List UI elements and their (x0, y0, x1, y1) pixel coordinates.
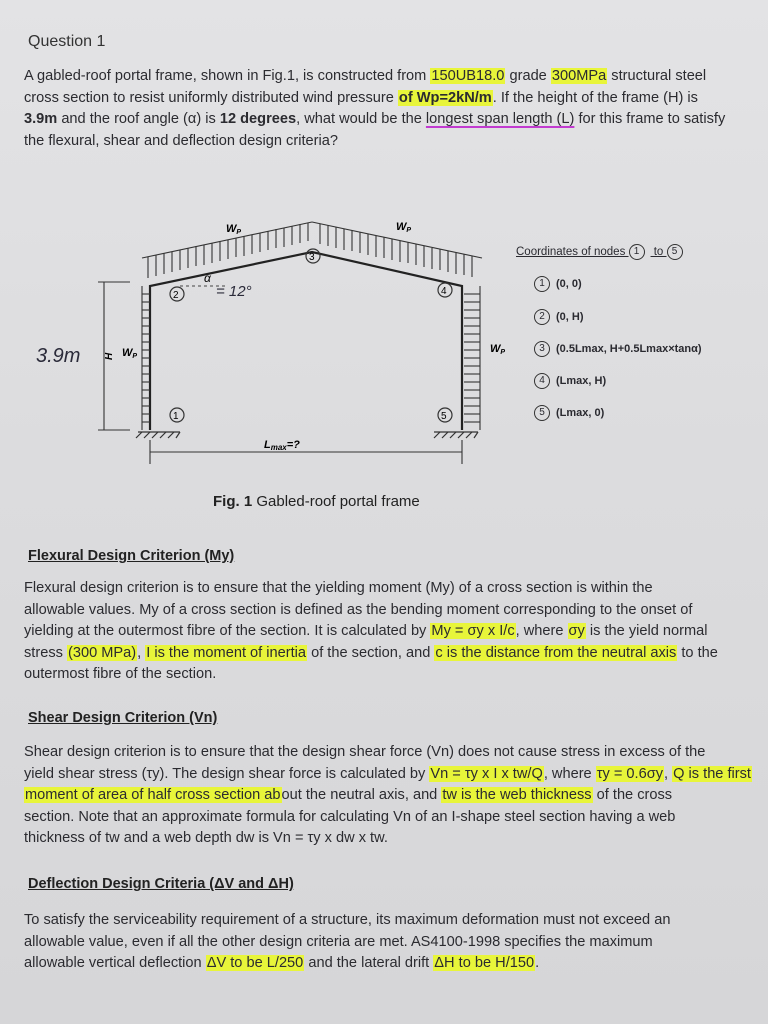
node-3: 3 (309, 252, 315, 263)
roof-load-arrows (142, 222, 482, 278)
text: stress (24, 644, 67, 661)
span-label (264, 439, 300, 452)
load-p: P (406, 227, 412, 234)
span-label-suffix: =? (286, 439, 300, 451)
left-load-label (122, 347, 137, 360)
coords-header-node-1: 1 (629, 244, 645, 260)
coord-text: (0, H) (556, 310, 584, 323)
text: thickness of tw and a web depth dw is Vn = τy x dw x tw. (24, 830, 388, 846)
shear-paragraph (24, 742, 764, 850)
text: , where (515, 623, 568, 639)
flexural-heading: Flexural Design Criterion (My) (28, 548, 235, 564)
text: To satisfy the serviceability requirement of a structure, its maximum deformation must not exceed an (24, 912, 671, 928)
height-value: 3.9m (24, 111, 58, 127)
angle-value: 12 degrees (219, 111, 297, 127)
coords-header-to: to (650, 246, 667, 259)
coord-text: (0, 0) (556, 277, 582, 290)
formula-highlight: My = σy x I/c (431, 623, 515, 639)
coord-node: 3 (534, 341, 550, 357)
text: section. Note that an approximate formula for calculating Vn of an I-shape steel section having a web (24, 808, 676, 825)
flexural-paragraph (24, 578, 764, 686)
coord-row (534, 341, 702, 357)
text: and the roof angle (α) is (57, 111, 220, 127)
tw-highlight: tw is the web thickness (442, 787, 592, 803)
text: outermost fibre of the section. (24, 666, 217, 682)
node-2: 2 (173, 290, 179, 301)
node-1: 1 (173, 411, 179, 422)
load-w: W (226, 223, 237, 235)
text: yield shear stress (τy). The design shear force is calculated by (24, 765, 430, 782)
coord-row (534, 405, 604, 421)
span-dimension (150, 440, 462, 464)
text: of the section, and (307, 644, 435, 661)
distance-highlight: c is the distance from the neutral axis (435, 644, 677, 661)
handwritten-angle: = 12° (216, 283, 252, 300)
roof-load-label-right (396, 221, 411, 234)
node-5: 5 (441, 411, 447, 422)
shear-heading: Shear Design Criterion (Vn) (28, 710, 218, 726)
text: , (137, 644, 146, 661)
coords-header (516, 244, 689, 260)
load-p: P (236, 229, 242, 236)
grade-highlight: 300MPa (551, 68, 607, 84)
stress-highlight: (300 MPa) (67, 644, 137, 661)
section-highlight: 150UB18.0 (431, 68, 505, 84)
text: cross section to resist uniformly distributed wind pressure (24, 89, 398, 106)
text: to the (677, 644, 718, 661)
text: the flexural, shear and deflection design criteria? (24, 132, 338, 149)
tau-highlight: τy = 0.6σy (596, 765, 664, 782)
text: yielding at the outermost fibre of the section. It is calculated by (24, 623, 431, 639)
coords-header-text: Coordinates of nodes (516, 246, 629, 259)
span-underline: longest span length (L) (425, 111, 575, 127)
text: allowable value, even if all the other design criteria are met. AS4100-1998 specifies the maximum (24, 933, 653, 950)
coord-node: 1 (534, 276, 550, 292)
text: for this frame to satisfy (574, 111, 726, 127)
coord-node: 5 (534, 405, 550, 421)
text: Flexural design criterion is to ensure that the yielding moment (My) of a cross section is within the (24, 580, 653, 596)
text: , where (543, 765, 596, 782)
text: of the cross (592, 787, 673, 803)
caption-label: Fig. 1 (213, 493, 253, 510)
text: . If the height of the frame (H) is (492, 89, 698, 106)
text: , (664, 765, 673, 782)
text: . (535, 955, 540, 971)
coord-row (534, 309, 584, 325)
coord-node: 2 (534, 309, 550, 325)
load-w: W (490, 343, 501, 355)
text: structural steel (607, 68, 707, 84)
height-label: H (104, 352, 115, 360)
moment-highlight: moment of area of half cross section ab (25, 787, 281, 803)
text: out the neutral axis, and (281, 787, 442, 803)
question-paragraph (24, 66, 764, 152)
text: A gabled-roof portal frame, shown in Fig.1, is constructed from (24, 68, 431, 84)
load-w: W (396, 221, 407, 233)
figure-caption (213, 493, 420, 510)
caption-text: Gabled-roof portal frame (252, 493, 420, 510)
vertical-highlight: ΔV to be L/250 (206, 955, 304, 971)
alpha-label: α (204, 271, 211, 285)
deflection-heading: Deflection Design Criteria (ΔV and ΔH) (28, 876, 294, 892)
left-column-load (142, 286, 150, 430)
span-label-main: L (264, 439, 271, 451)
text: Shear design criterion is to ensure that the design shear force (Vn) does not cause stress in excess of the (24, 744, 706, 760)
load-highlight: of Wp=2kN/m (398, 89, 492, 106)
text: is the yield normal (585, 623, 708, 639)
coords-header-node-5: 5 (667, 244, 683, 260)
right-column-load (464, 286, 480, 430)
coord-row (534, 276, 582, 292)
load-p: P (500, 349, 506, 356)
portal-frame-figure (30, 210, 506, 480)
inertia-highlight: I is the moment of inertia (146, 644, 307, 661)
span-label-sub: max (270, 443, 287, 452)
supports (136, 432, 478, 438)
formula-highlight: Vn = τy x I x tw/Q (430, 765, 543, 782)
handwritten-height: 3.9m (36, 345, 81, 367)
coord-text: (Lmax, H) (556, 374, 607, 387)
lateral-highlight: ΔH to be H/150 (434, 955, 535, 971)
roof-load-label-left (226, 223, 241, 236)
text: allowable values. My of a cross section is defined as the bending moment corresponding to the onset of (24, 601, 693, 618)
load-p: P (132, 353, 138, 360)
frame-members (150, 252, 462, 430)
text: and the lateral drift (304, 955, 434, 971)
right-load-label (490, 343, 505, 356)
q-highlight: Q is the first (673, 765, 751, 782)
deflection-paragraph (24, 910, 764, 975)
coord-text: (0.5Lmax, H+0.5Lmax×tanα) (556, 342, 702, 355)
text: , what would be the (296, 111, 426, 127)
question-title: Question 1 (28, 33, 106, 50)
load-w: W (122, 347, 133, 359)
text: allowable vertical deflection (24, 955, 206, 971)
sigma-highlight: σy (568, 623, 585, 639)
coord-node: 4 (534, 373, 550, 389)
coord-row (534, 373, 606, 389)
coord-text: (Lmax, 0) (556, 406, 605, 419)
text: grade (505, 68, 551, 84)
node-4: 4 (441, 286, 447, 297)
